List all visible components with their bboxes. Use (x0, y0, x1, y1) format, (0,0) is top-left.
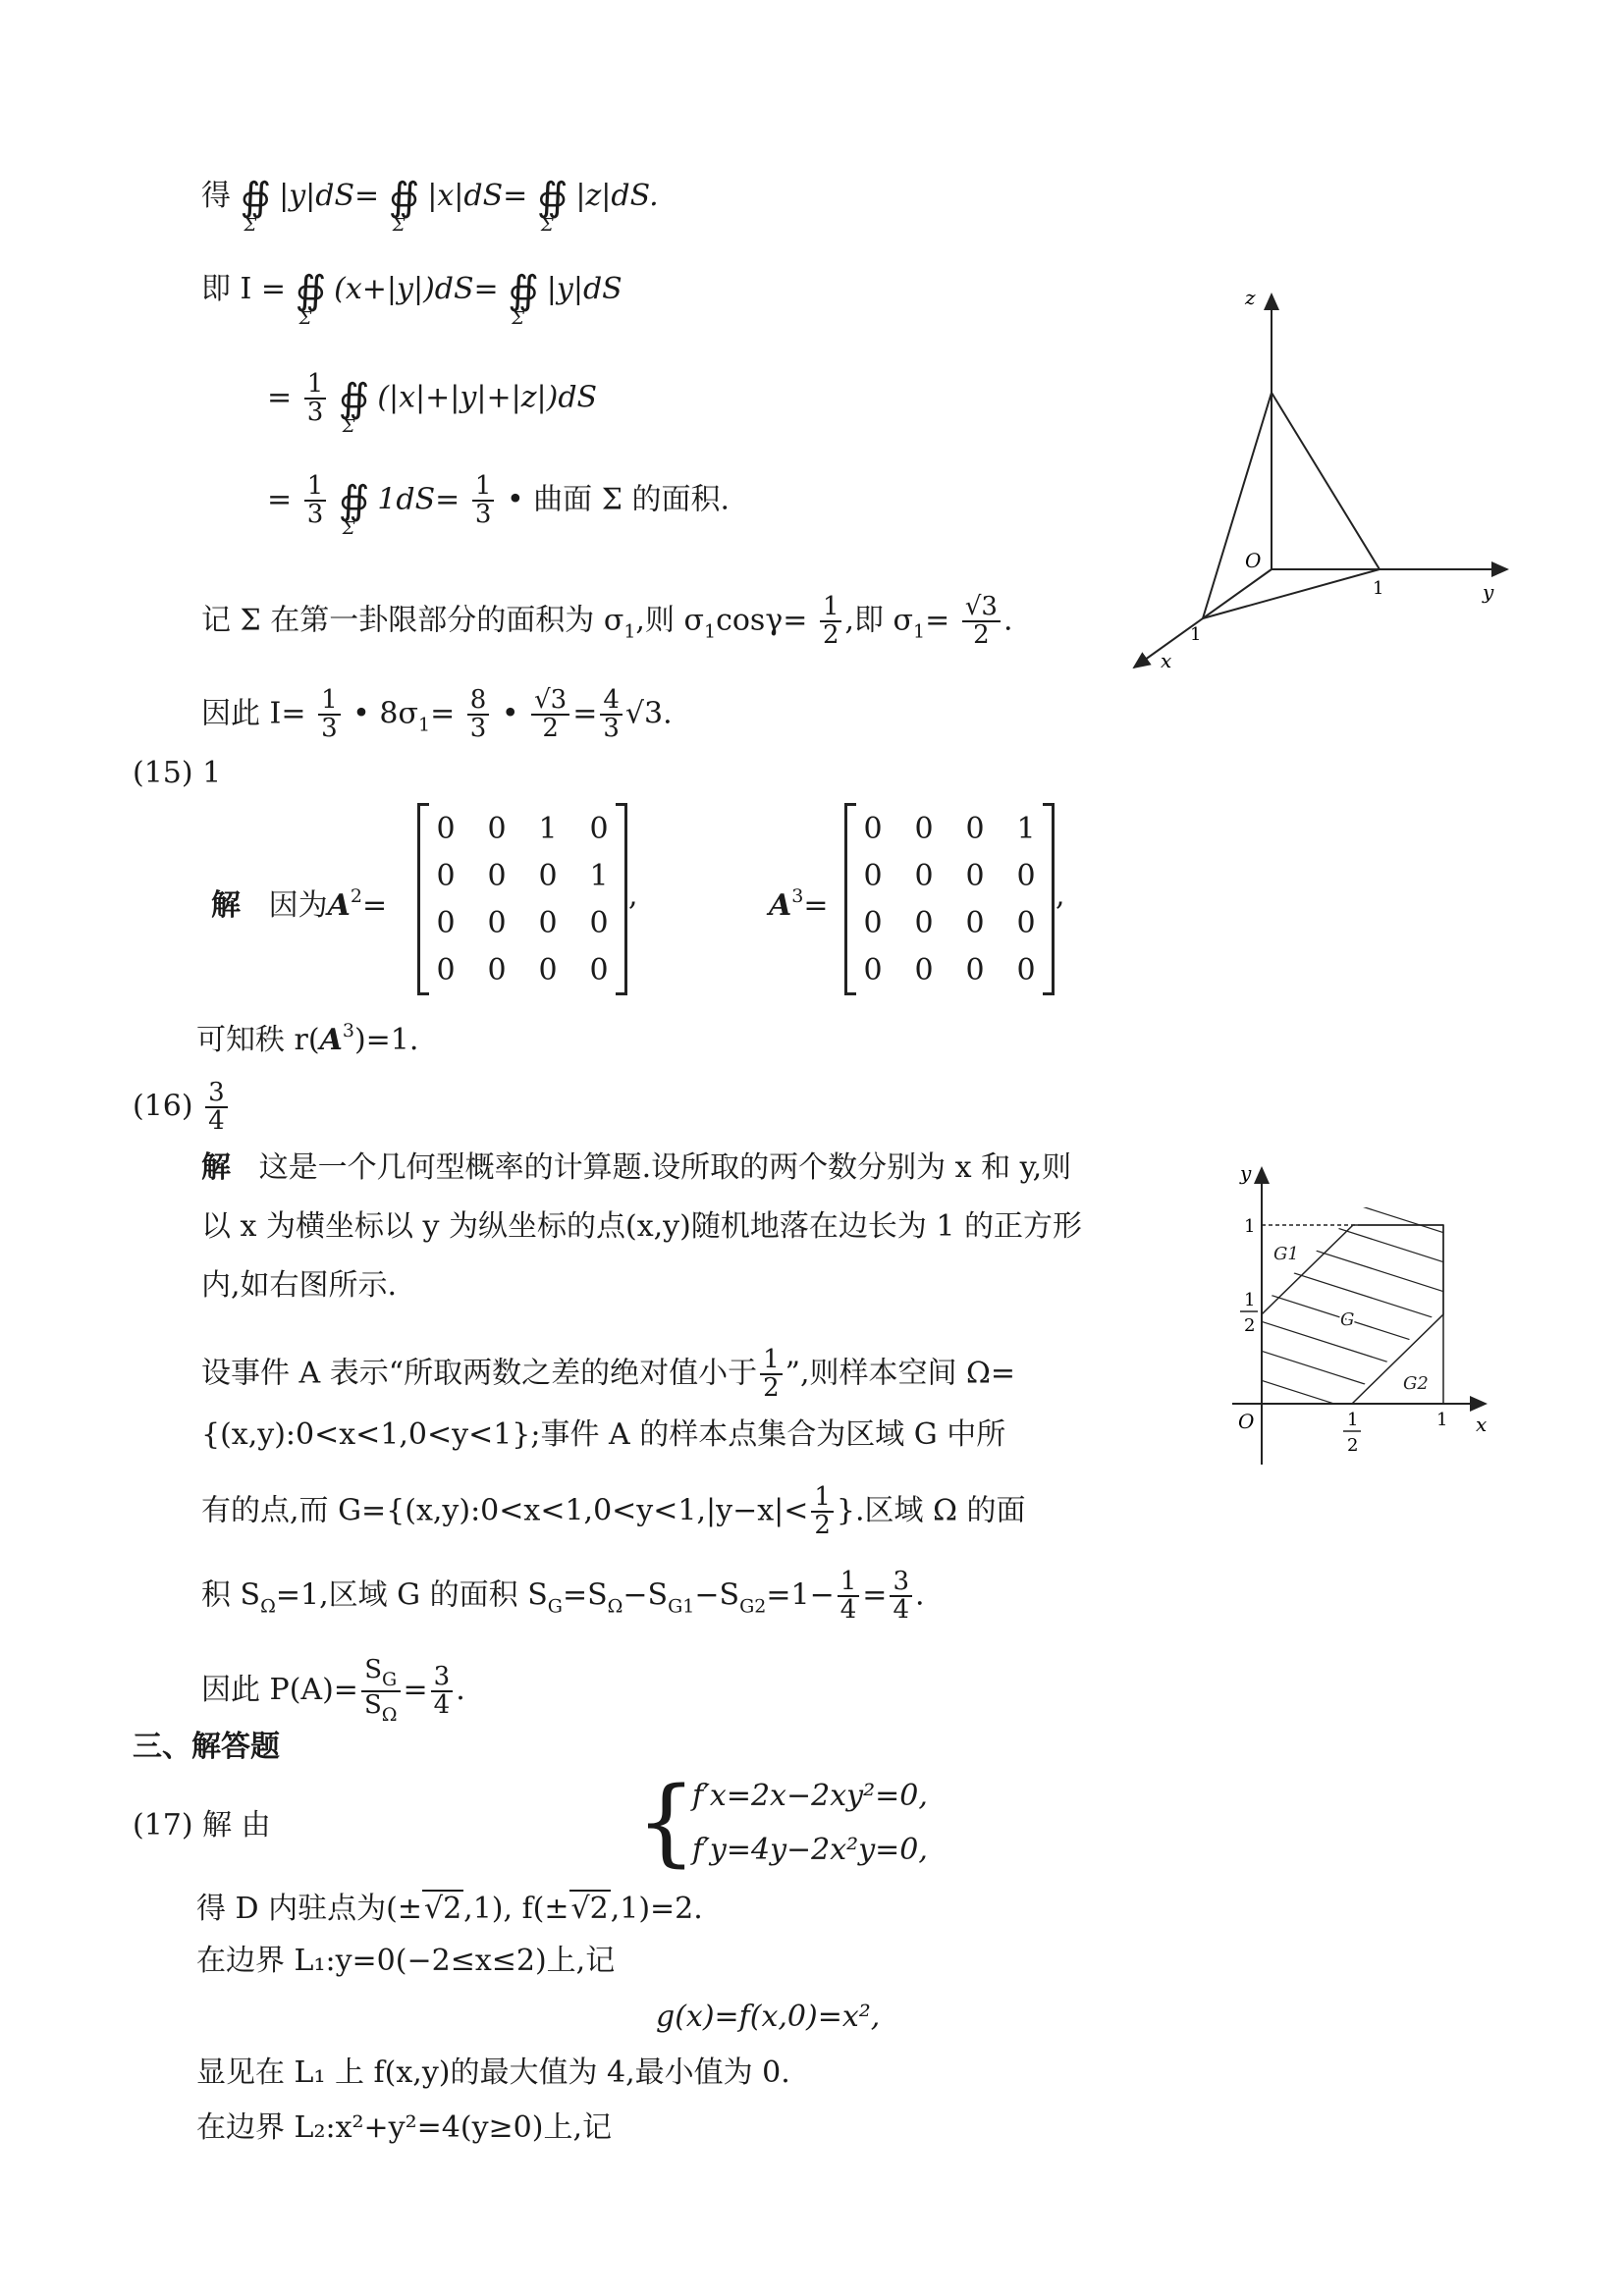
tick-label: 1 (1244, 1216, 1256, 1237)
eq-line-1 (201, 175, 659, 236)
region-label: G1 (1273, 1244, 1299, 1264)
fraction: $\frac{8}{3}$ (467, 687, 490, 743)
matrix-cell: 0 (965, 952, 985, 988)
eq-line-5: 记 Σ 在第一卦限部分的面积为 $\sigma_1$,则 $\sigma_1\cos\gamma=$ $\frac{1}{2}$ ,即 $\sigma_1=$ $\frac{√3}{2}$ . (201, 592, 1013, 651)
matrix-cell: 0 (965, 811, 985, 846)
x-label: x (1161, 649, 1172, 672)
tick-label: 2 (1347, 1435, 1359, 1456)
matrix-cell: 0 (487, 952, 507, 988)
fraction: $\frac{3}{4}$ (205, 1080, 228, 1136)
eq-line-2 (201, 268, 623, 329)
matrix-cell: 0 (436, 952, 456, 988)
para-line: 设事件 A 表示“所取两数之差的绝对值小于 $\frac{1}{2}$ ”,则样本空间 Ω= (201, 1345, 1016, 1404)
text: ,即 σ (844, 603, 914, 638)
tetrahedron-figure (1119, 275, 1532, 687)
integral-limit: Σ (342, 518, 355, 540)
para-line: 在边界 L₁:y=0(−2≤x≤2)上,记 (196, 1944, 616, 1978)
answer-label-17: (17) 解 由 (133, 1808, 271, 1842)
matrix-cell: 0 (487, 858, 507, 893)
text: |y|dS (546, 272, 623, 306)
fraction: $\frac{√3}{2}$ (531, 687, 569, 743)
matrix-cell: 0 (538, 905, 558, 940)
matrix-cell: 0 (589, 811, 609, 846)
z-label: z (1245, 286, 1256, 309)
matrix-cell: 0 (914, 905, 934, 940)
x-label: x (1476, 1413, 1488, 1436)
para-line: 积 $S_\Omega=1$,区域 G 的面积 $S_G=S_\Omega-S_{G1}-S_{G2}=1-$ $\frac{1}{4}$ = $\frac{3}{4}$ . (201, 1567, 925, 1626)
para-line: 以 x 为横坐标以 y 为纵坐标的点(x,y)随机地落在边长为 1 的正方形 (201, 1209, 1082, 1244)
fraction: $\frac{1}{4}$ (838, 1569, 860, 1625)
fraction: $\frac{1}{3}$ (472, 473, 495, 529)
matrix-cell: 1 (589, 858, 609, 893)
system-brace: { (636, 1767, 697, 1877)
fraction: $\frac{4}{3}$ (600, 687, 623, 743)
integral-limit: Σ (540, 215, 554, 236)
matrix-cell: 0 (863, 811, 883, 846)
tick-label: 1 (1190, 624, 1202, 645)
text: cosγ= (716, 603, 808, 638)
fraction: $\frac{1}{2}$ (820, 594, 842, 650)
system-eq-2: f′y=4y−2x²y=0, (692, 1833, 928, 1867)
text: |y|dS= (279, 179, 380, 213)
surface-integral-symbol: ∯ Σ (388, 175, 420, 236)
para-line: g(x)=f(x,0)=x², (656, 2000, 881, 2034)
matrix-cell: 0 (589, 952, 609, 988)
fraction: $\frac{1}{3}$ (304, 371, 327, 427)
answer-label-15: (15) 1 (133, 756, 222, 790)
text: 1dS= (377, 482, 460, 517)
text: 即 I = (201, 272, 287, 306)
matrix-cell: 0 (436, 905, 456, 940)
text: • 8σ (352, 696, 418, 731)
region-label: G (1340, 1309, 1355, 1330)
matrix-intro: 解 因为$A^2=$ (211, 885, 388, 923)
text: = (925, 603, 950, 638)
text: √3. (624, 696, 673, 731)
eq-line-4 (267, 471, 731, 540)
comma: , (1056, 879, 1065, 913)
surface-integral-symbol: ∯ Σ (508, 268, 539, 329)
para-line: 显见在 L₁ 上 f(x,y)的最大值为 4,最小值为 0. (196, 2056, 790, 2090)
para-line: 因此 P(A)= $\frac{S_G}{S_\Omega}$ = $\frac{3}{4}$ . (201, 1655, 465, 1726)
para-line: 有的点,而 G={(x,y):0<x<1,0<y<1,|y−x|< $\frac{1}{2}$ }.区域 Ω 的面 (201, 1482, 1026, 1541)
y-label: y (1240, 1161, 1252, 1185)
matrix-cell: 0 (436, 811, 456, 846)
matrix-cell: 0 (589, 905, 609, 940)
matrix-cell: 1 (538, 811, 558, 846)
matrix-cell: 0 (914, 858, 934, 893)
fraction: $\frac{1}{2}$ (760, 1347, 783, 1403)
origin-label: O (1245, 549, 1262, 572)
tick-label: 1 (1244, 1290, 1256, 1310)
y-label: y (1483, 580, 1494, 604)
fraction: $\frac{1}{2}$ (811, 1484, 834, 1540)
fraction: $\frac{S_G}{S_\Omega}$ (361, 1657, 401, 1726)
integral-limit: Σ (512, 308, 524, 329)
probability-region-figure (1213, 1158, 1497, 1472)
matrix-cell: 0 (863, 858, 883, 893)
text: |z|dS. (575, 179, 659, 213)
text: (|x|+|y|+|z|)dS (377, 380, 598, 415)
eq-line-6: 因此 I= $\frac{1}{3}$ • $8\sigma_1=$ $\frac{8}{3}$ • $\frac{√3}{2}$ = $\frac{4}{3}$ √3. (201, 685, 673, 744)
matrix-cell: 0 (914, 811, 934, 846)
fraction: $\frac{3}{4}$ (431, 1664, 454, 1720)
matrix-a3 (844, 805, 1055, 993)
matrix-cell: 0 (1016, 905, 1036, 940)
surface-integral-symbol: ∯ Σ (338, 376, 370, 438)
fraction: $\frac{1}{3}$ (304, 473, 327, 529)
matrix-cell: 0 (538, 952, 558, 988)
section-title: 三、解答题 (133, 1730, 280, 1764)
tick-label: 2 (1244, 1315, 1256, 1336)
text: = (267, 482, 293, 517)
text: = (430, 696, 456, 731)
tick-label: 1 (1373, 578, 1384, 599)
text: = (572, 696, 598, 731)
matrix-cell: 1 (1016, 811, 1036, 846)
para-line: 在边界 L₂:x²+y²=4(y≥0)上,记 (196, 2110, 612, 2145)
para-line: 得 D 内驻点为(±√2,1), f(±√2,1)=2. (196, 1892, 703, 1926)
para-line: 内,如右图所示. (201, 1268, 398, 1303)
fraction: $\frac{1}{3}$ (318, 687, 341, 743)
surface-integral-symbol: ∯ Σ (536, 175, 568, 236)
matrix-cell: 0 (914, 952, 934, 988)
text: • 曲面 Σ 的面积. (506, 482, 731, 517)
hatch-lines (1242, 1158, 1488, 1453)
text: 因此 I= (201, 696, 306, 731)
comma: , (628, 879, 638, 913)
origin-label: O (1238, 1410, 1255, 1433)
fraction: $\frac{√3}{2}$ (962, 594, 1001, 650)
tick-label: 1 (1436, 1410, 1448, 1430)
text: ,则 σ (635, 603, 704, 638)
jie-label: 解 (211, 888, 241, 923)
matrix-cell: 0 (863, 905, 883, 940)
matrix-cell: 0 (436, 858, 456, 893)
surface-integral-symbol: ∯ Σ (240, 175, 272, 236)
para-line: {(x,y):0<x<1,0<y<1};事件 A 的样本点集合为区域 G 中所 (201, 1417, 1006, 1452)
text: |x|dS= (427, 179, 528, 213)
matrix-cell: 0 (863, 952, 883, 988)
matrix-cell: 0 (487, 905, 507, 940)
surface-integral-symbol: ∯ Σ (295, 268, 327, 329)
text: (x+|y|)dS= (334, 272, 499, 306)
tick-label: 1 (1347, 1410, 1359, 1430)
matrix-cell: 0 (1016, 858, 1036, 893)
matrix-cell: 0 (1016, 952, 1036, 988)
text: 得 (201, 179, 231, 213)
surface-integral-symbol: ∯ Σ (338, 478, 370, 540)
triangle-face (1203, 393, 1380, 618)
system-eq-1: f′x=2x−2xy²=0, (692, 1779, 928, 1813)
matrix-cell: 0 (538, 858, 558, 893)
eq-line-3 (267, 369, 598, 438)
rank-line: 可知秩 $r(A^3)=1$. (196, 1020, 419, 1057)
matrix-cell: 0 (965, 858, 985, 893)
integral-limit: Σ (298, 308, 312, 329)
answer-label-16: (16) $\frac{3}{4}$ (133, 1080, 231, 1136)
text: = (267, 380, 293, 415)
matrix-cell: 0 (487, 811, 507, 846)
integral-limit: Σ (244, 215, 257, 236)
integral-limit: Σ (342, 416, 355, 438)
para-line: 解 这是一个几何型概率的计算题.设所取的两个数分别为 x 和 y,则 (201, 1150, 1072, 1185)
text: 记 Σ 在第一卦限部分的面积为 σ (201, 603, 624, 638)
integral-limit: Σ (392, 215, 406, 236)
fraction: $\frac{3}{4}$ (890, 1569, 912, 1625)
a3-label: $A^3=$ (769, 885, 829, 923)
matrix-a2 (417, 805, 627, 993)
matrix-cell: 0 (965, 905, 985, 940)
region-label: G2 (1403, 1373, 1429, 1394)
text: • (501, 696, 519, 731)
